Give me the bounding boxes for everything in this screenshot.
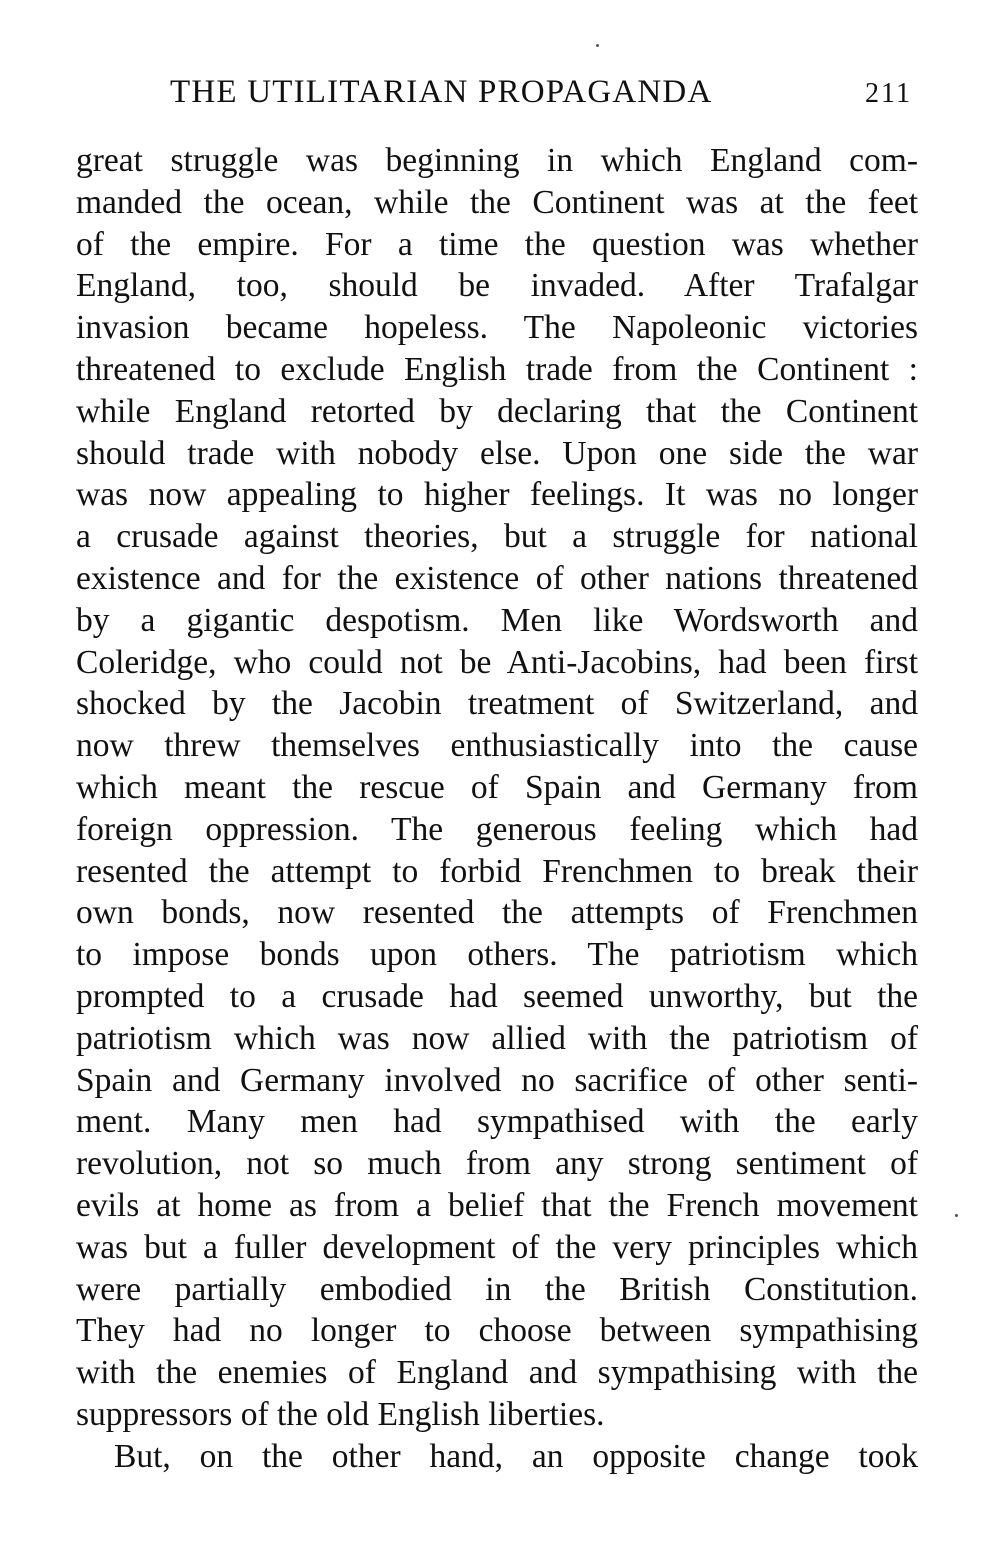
running-head bbox=[76, 70, 922, 120]
text-line: resented the attempt to forbid Frenchmen to break their bbox=[76, 852, 918, 890]
text-line: was but a fuller development of the very principles which bbox=[76, 1228, 918, 1266]
text-line: revolution, not so much from any strong sentiment of bbox=[76, 1145, 918, 1183]
text-line: threatened to exclude English trade from the Continent : bbox=[76, 350, 918, 388]
text-line: foreign oppression. The generous feeling which had bbox=[76, 810, 918, 848]
text-line: shocked by the Jacobin treatment of Switzerland, and bbox=[76, 685, 918, 723]
page-number: 211 bbox=[865, 78, 912, 109]
text-line: evils at home as from a belief that the French movement bbox=[76, 1186, 918, 1224]
scan-speck bbox=[955, 1214, 958, 1217]
running-title: THE UTILITARIAN PROPAGANDA bbox=[170, 74, 713, 110]
paragraph-start-line: But, on the other hand, an opposite change took bbox=[114, 1437, 918, 1475]
text-line: They had no longer to choose between sympathising bbox=[76, 1312, 918, 1350]
text-line: by a gigantic despotism. Men like Wordsworth and bbox=[76, 601, 918, 639]
text-line: great struggle was beginning in which England com- bbox=[76, 142, 918, 179]
text-line: to impose bonds upon others. The patriotism which bbox=[76, 936, 918, 974]
text-line: while England retorted by declaring that the Continent bbox=[76, 392, 918, 430]
text-line: patriotism which was now allied with the patriotism of bbox=[76, 1019, 918, 1057]
text-line: suppressors of the old English liberties. bbox=[76, 1395, 605, 1433]
text-line: was now appealing to higher feelings. It was no longer bbox=[76, 476, 918, 514]
text-line: which meant the rescue of Spain and Germany from bbox=[76, 768, 918, 806]
scan-speck bbox=[596, 44, 599, 47]
text-line: Coleridge, who could not be Anti-Jacobins, had been first bbox=[76, 643, 918, 681]
text-line: a crusade against theories, but a struggle for national bbox=[76, 518, 918, 556]
text-line: Spain and Germany involved no sacrifice of other senti- bbox=[76, 1061, 918, 1099]
text-line: with the enemies of England and sympathising with the bbox=[76, 1354, 918, 1392]
body-text bbox=[76, 140, 918, 1478]
text-line: invasion became hopeless. The Napoleonic victories bbox=[76, 309, 918, 347]
text-line: should trade with nobody else. Upon one side the war bbox=[76, 434, 918, 472]
text-line: England, too, should be invaded. After Trafalgar bbox=[76, 267, 918, 305]
text-line: of the empire. For a time the question was whether bbox=[76, 225, 918, 263]
text-line: were partially embodied in the British Constitution. bbox=[76, 1270, 918, 1308]
text-line: manded the ocean, while the Continent was at the feet bbox=[76, 183, 918, 221]
text-line: now threw themselves enthusiastically into the cause bbox=[76, 727, 918, 765]
text-line: existence and for the existence of other nations threatened bbox=[76, 559, 918, 597]
text-line: ment. Many men had sympathised with the early bbox=[76, 1103, 918, 1141]
text-line: own bonds, now resented the attempts of Frenchmen bbox=[76, 894, 918, 932]
text-line: prompted to a crusade had seemed unworthy, but the bbox=[76, 977, 918, 1015]
